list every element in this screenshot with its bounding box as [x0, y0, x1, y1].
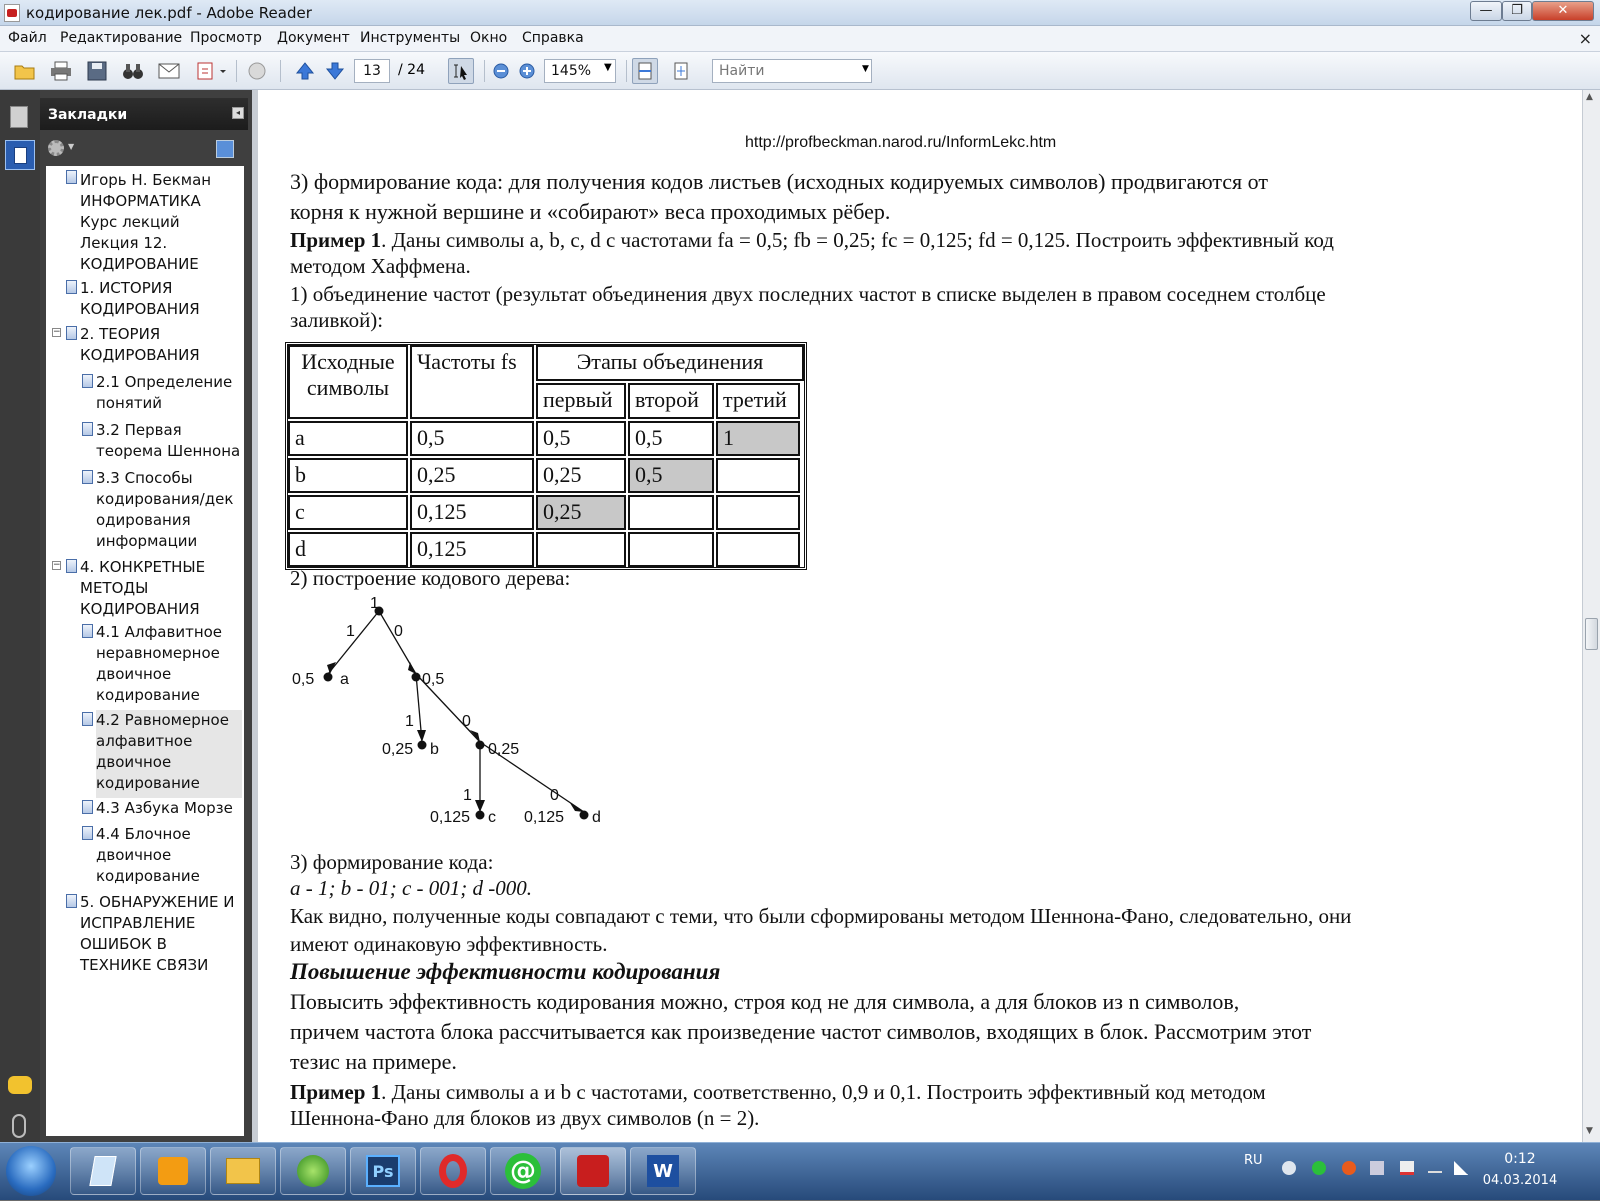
- table-header-stage2: второй: [628, 383, 714, 419]
- table-cell: [716, 532, 800, 567]
- tree-label: 1: [346, 623, 355, 640]
- table-cell: 0,125: [410, 495, 534, 530]
- search-input[interactable]: Найти: [712, 59, 872, 83]
- scroll-up-icon[interactable]: ▲: [1586, 92, 1593, 102]
- minimize-button[interactable]: —: [1470, 1, 1502, 21]
- page-number-input[interactable]: 13: [354, 59, 390, 83]
- window-title: кодирование лек.pdf - Adobe Reader: [26, 4, 312, 22]
- taskbar-media-player-icon[interactable]: [140, 1147, 206, 1195]
- collapse-node-icon[interactable]: −: [53, 327, 61, 337]
- table-cell: c: [288, 495, 408, 530]
- tree-label: 1: [370, 595, 379, 612]
- paragraph: 3) формирование кода:: [290, 850, 494, 874]
- menu-help[interactable]: Справка: [522, 30, 584, 46]
- code-tree-diagram: [258, 590, 678, 850]
- menu-edit[interactable]: Редактирование: [60, 30, 183, 46]
- navigation-pane-strip: [0, 90, 40, 1142]
- document-page: [258, 90, 1582, 1142]
- tree-node-n2: [476, 741, 485, 750]
- tray-mail-icon[interactable]: [1312, 1161, 1326, 1175]
- export-pdf-icon[interactable]: [194, 58, 230, 84]
- table-cell: 0,25: [536, 458, 626, 493]
- next-page-icon[interactable]: [322, 58, 348, 84]
- table-cell: [536, 532, 626, 567]
- table-cell-highlighted: 0,5: [628, 458, 714, 493]
- bookmark-item-4-1[interactable]: 4.1 Алфавитное неравномерное двоичное кодирование: [96, 623, 223, 704]
- bookmark-icon: [66, 559, 77, 573]
- binoculars-icon[interactable]: [120, 58, 146, 84]
- tree-label: 0: [394, 623, 403, 640]
- zoom-out-icon[interactable]: [488, 58, 514, 84]
- paragraph: Шеннона-Фано для блоков из двух символов (n = 2).: [290, 1106, 760, 1130]
- tree-node-d: [580, 811, 589, 820]
- bookmark-item-history[interactable]: 1. ИСТОРИЯ КОДИРОВАНИЯ: [80, 279, 200, 318]
- tree-label: 0: [462, 713, 471, 730]
- language-indicator[interactable]: RU: [1244, 1153, 1263, 1168]
- collapse-panel-icon[interactable]: ◂: [232, 107, 244, 119]
- bookmarks-toolbar: [40, 134, 248, 164]
- table-cell: 0,5: [536, 421, 626, 456]
- scrolling-mode-icon[interactable]: [632, 58, 658, 84]
- table-cell: [628, 495, 714, 530]
- paragraph: 1) объединение частот (результат объединения двух последних частот в списке выделен в правом соседнем столбце: [290, 282, 1326, 306]
- pages-panel-icon[interactable]: [10, 106, 28, 128]
- bookmark-icon: [66, 894, 77, 908]
- scroll-thumb[interactable]: [1585, 618, 1598, 650]
- tree-label: 0,125: [524, 809, 565, 826]
- tree-label: b: [430, 741, 439, 758]
- paragraph: Повысить эффективность кодирования можно, строя код не для символа, а для блоков из n символов,: [290, 989, 1240, 1014]
- options-gear-icon[interactable]: [48, 140, 64, 156]
- start-button[interactable]: [6, 1146, 56, 1196]
- paragraph: методом Хаффмена.: [290, 254, 471, 278]
- bookmark-item-3-2[interactable]: 3.2 Первая теорема Шеннона: [96, 421, 241, 460]
- bookmark-item-errors[interactable]: 5. ОБНАРУЖЕНИЕ И ИСПРАВЛЕНИЕ ОШИБОК В ТЕХНИКЕ СВЯЗИ: [80, 893, 235, 974]
- taskbar-browser-icon[interactable]: [280, 1147, 346, 1195]
- page-total: / 24: [398, 62, 425, 78]
- volume-icon[interactable]: [1370, 1161, 1384, 1175]
- bookmark-icon: [66, 280, 77, 294]
- table-cell: 0,25: [410, 458, 534, 493]
- bookmark-item-theory[interactable]: 2. ТЕОРИЯ КОДИРОВАНИЯ: [80, 325, 200, 364]
- bookmark-item-4-4[interactable]: 4.4 Блочное двоичное кодирование: [96, 825, 200, 885]
- table-header-stages: Этапы объединения: [536, 345, 804, 381]
- taskbar-photoshop-icon[interactable]: Ps: [350, 1147, 416, 1195]
- menu-window[interactable]: Окно: [470, 30, 508, 46]
- tree-label: 1: [405, 713, 414, 730]
- table-cell-highlighted: 1: [716, 421, 800, 456]
- code-result: a - 1; b - 01; c - 001; d -000.: [290, 876, 533, 900]
- menu-file[interactable]: Файл: [8, 30, 47, 46]
- table-cell: [628, 532, 714, 567]
- document-close-icon[interactable]: ×: [1578, 29, 1592, 48]
- zoom-level-input[interactable]: 145%: [544, 59, 616, 83]
- taskbar-adobe-reader-icon[interactable]: [560, 1147, 626, 1195]
- bookmark-item-4-3[interactable]: 4.3 Азбука Морзе: [96, 799, 233, 817]
- tree-label: 0,125: [430, 809, 471, 826]
- paragraph: 2) построение кодового дерева:: [290, 566, 571, 590]
- bookmarks-panel-icon[interactable]: [5, 140, 35, 170]
- bookmark-item-title[interactable]: Игорь Н. Бекман ИНФОРМАТИКА Курс лекций Лекция 12. КОДИРОВАНИЕ: [80, 171, 212, 273]
- system-tray: [1240, 1143, 1600, 1201]
- new-bookmark-icon[interactable]: [216, 140, 234, 158]
- table-cell: [716, 495, 800, 530]
- table-cell-highlighted: 0,25: [536, 495, 626, 530]
- table-cell: a: [288, 421, 408, 456]
- tray-app-icon[interactable]: [1282, 1161, 1296, 1175]
- bookmarks-title: Закладки: [48, 107, 128, 123]
- tree-label: 0,5: [292, 671, 315, 688]
- bookmarks-header: [40, 98, 248, 130]
- vertical-scrollbar[interactable]: [1582, 90, 1600, 1142]
- taskbar-explorer-icon[interactable]: [210, 1147, 276, 1195]
- open-folder-icon[interactable]: [12, 58, 38, 84]
- tree-arrow: [408, 662, 416, 674]
- title-bar: [0, 0, 1600, 26]
- table-cell: d: [288, 532, 408, 567]
- usb-icon[interactable]: [1428, 1161, 1442, 1173]
- paragraph: Как видно, полученные коды совпадают с теми, что были сформированы методом Шеннона-Фано, следовательно, они: [290, 904, 1352, 928]
- pdf-app-icon: [4, 4, 20, 22]
- menu-document[interactable]: Документ: [277, 30, 350, 46]
- table-cell: 0,125: [410, 532, 534, 567]
- taskbar-mail-agent-icon[interactable]: @: [490, 1147, 556, 1195]
- table-header-symbols: Исходные символы: [288, 345, 408, 419]
- taskbar-word-icon[interactable]: W: [630, 1147, 696, 1195]
- menu-view[interactable]: Просмотр: [190, 30, 262, 46]
- search-dropdown-icon[interactable]: ▼: [862, 64, 869, 74]
- tree-label: d: [592, 809, 601, 826]
- tree-label: 0,5: [422, 671, 445, 688]
- bookmarks-panel: [40, 90, 252, 1142]
- taskbar: [0, 1142, 1600, 1200]
- tree-arrow: [475, 800, 485, 812]
- bookmark-icon: [82, 624, 93, 638]
- bookmark-item-methods[interactable]: 4. КОНКРЕТНЫЕ МЕТОДЫ КОДИРОВАНИЯ: [80, 558, 206, 618]
- tree-node-a: [324, 673, 333, 682]
- tree-label: 1: [463, 787, 472, 804]
- paragraph: заливкой):: [290, 308, 384, 332]
- table-header-stage3: третий: [716, 383, 800, 419]
- bookmark-icon: [66, 170, 77, 184]
- tree-arrow: [327, 662, 336, 674]
- paragraph: причем частота блока рассчитывается как произведение частот символов, входящих в блок. Рассмотрим этот: [290, 1019, 1312, 1044]
- bookmark-icon: [82, 800, 93, 814]
- clock-time[interactable]: 0:12: [1504, 1151, 1536, 1167]
- tree-label: a: [340, 671, 349, 688]
- paragraph: 3) формирование кода: для получения кодов листьев (исходных кодируемых символов) продвигаются от: [290, 169, 1268, 194]
- bookmark-icon: [82, 374, 93, 388]
- table-cell: 0,5: [628, 421, 714, 456]
- menu-bar: [0, 26, 1600, 52]
- section-heading: Повышение эффективности кодирования: [290, 959, 721, 984]
- bookmark-icon: [82, 826, 93, 840]
- paragraph: имеют одинаковую эффективность.: [290, 932, 608, 956]
- taskbar-notepad-icon[interactable]: [70, 1147, 136, 1195]
- email-icon[interactable]: [156, 58, 182, 84]
- table-header-stage1: первый: [536, 383, 626, 419]
- scroll-down-icon[interactable]: ▼: [1586, 1126, 1593, 1136]
- collapse-node-icon[interactable]: −: [53, 560, 61, 570]
- options-dropdown-icon[interactable]: ▼: [68, 142, 75, 151]
- tree-node-n1: [412, 673, 421, 682]
- tree-arrow: [417, 730, 426, 742]
- paragraph: тезис на примере.: [290, 1049, 457, 1074]
- tree-label: 0: [550, 787, 559, 804]
- action-center-icon[interactable]: [1400, 1161, 1414, 1175]
- huffman-table: [285, 342, 807, 570]
- save-icon[interactable]: [84, 58, 110, 84]
- example-1: Пример 1. Даны символы a, b, c, d с частотами fa = 0,5; fb = 0,25; fc = 0,125; fd = 0,125. Построить эффективный код: [290, 228, 1334, 252]
- page-header-url: http://profbeckman.narod.ru/InformLekc.htm: [745, 134, 1057, 151]
- bookmarks-list: [46, 166, 244, 1136]
- network-signal-icon[interactable]: [1454, 1161, 1468, 1175]
- attachments-paperclip-icon[interactable]: [12, 1114, 26, 1138]
- bookmark-icon: [66, 326, 77, 340]
- tray-alert-icon[interactable]: [1342, 1161, 1356, 1175]
- toolbar: [0, 52, 1600, 90]
- table-cell: 0,5: [410, 421, 534, 456]
- print-icon[interactable]: [48, 58, 74, 84]
- tree-label: 0,25: [488, 741, 520, 758]
- select-tool-icon[interactable]: [448, 58, 474, 84]
- maximize-button[interactable]: ❐: [1502, 1, 1532, 21]
- menu-tools[interactable]: Инструменты: [360, 30, 461, 46]
- bookmark-icon: [82, 470, 93, 484]
- comments-panel-icon[interactable]: [8, 1076, 32, 1094]
- bookmark-item-4-2[interactable]: 4.2 Равномерное алфавитное двоичное кодирование: [96, 711, 229, 792]
- paragraph: корня к нужной вершине и «собирают» веса проходимых рёбер.: [290, 199, 891, 224]
- bookmark-icon: [82, 422, 93, 436]
- tree-label: c: [488, 809, 496, 826]
- zoom-in-icon[interactable]: [514, 58, 540, 84]
- taskbar-opera-icon[interactable]: [420, 1147, 486, 1195]
- bookmark-icon: [82, 712, 93, 726]
- hand-tool-icon[interactable]: [244, 58, 270, 84]
- clock-date[interactable]: 04.03.2014: [1482, 1173, 1558, 1188]
- fit-page-icon[interactable]: [668, 58, 694, 84]
- example-2: Пример 1. Даны символы a и b с частотами, соответственно, 0,9 и 0,1. Построить эффективный код методом: [290, 1080, 1266, 1104]
- table-cell: [716, 458, 800, 493]
- zoom-dropdown-icon[interactable]: ▼: [604, 62, 612, 73]
- close-button[interactable]: ✕: [1532, 1, 1594, 21]
- previous-page-icon[interactable]: [292, 58, 318, 84]
- bookmark-item-2-1[interactable]: 2.1 Определение понятий: [96, 373, 233, 412]
- table-cell: b: [288, 458, 408, 493]
- tree-label: 0,25: [382, 741, 414, 758]
- bookmark-item-3-3[interactable]: 3.3 Способы кодирования/дек одирования информации: [96, 469, 234, 550]
- table-header-freq: Частоты fs: [410, 345, 534, 419]
